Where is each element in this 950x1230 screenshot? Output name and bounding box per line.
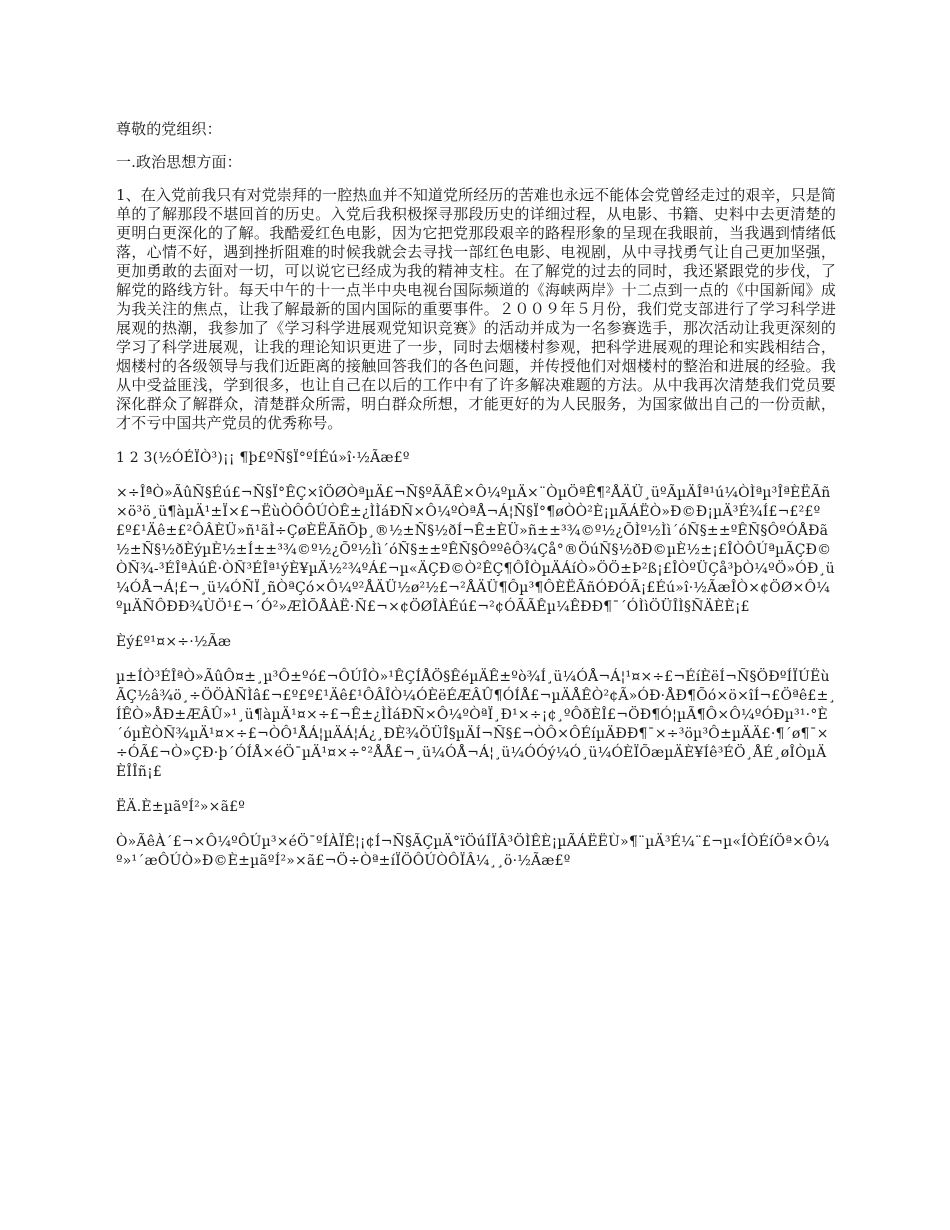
salutation: 尊敬的党组织： — [116, 120, 222, 138]
garbled-paragraph-shortcomings: Ò»ÃêÀ´£¬×Ô¼ºÔÚµ³×éÖ¯ºÍÀÏÊ¦¡¢Í¬Ñ§ÃÇµÄ°ïÖúÍÏÂ³ÖÌÊÈ¡µÃÁËËÙ»¶¨µÄ³É¼¨£¬µ«ÍÒÉíÖª×Ô¼º»¹´æÔÚÒ»Ð©È±µãºÍ²»×ã£¬Ö÷Òª±íÏÖÔÚÒÔÏÂ¼¸¸ö·½Ãæ£º — [116, 834, 830, 869]
garbled-heading-work: Èý£º¹¤×÷·½Ãæ — [116, 634, 232, 650]
garbled-line-page-nav: 1 2 3(½ÓÉÏÒ³)¡¡ ¶þ£ºÑ§Ï°ºÍÉú»î·½Ãæ£º — [116, 450, 410, 466]
main-paragraph: 1、在入党前我只有对党崇拜的一腔热血并不知道党所经历的苦难也永远不能体会党曾经走过的艰辛，只是简单的了解那段不堪回首的历史。入党后我积极探寻那段历史的详细过程，从电影、书籍、史料中去更清楚的更明白更深化的了解。我酷爱红色电影，因为它把党那段艰辛的路程形象的呈现在我眼前，当我遇到情绪低落，心情不好，遇到挫折阻难的时候我就会去寻找一部红色电影、电视剧，从中寻找勇气让自己更加坚强，更加勇敢的去面对一切，可以说它已经成为我的精神支柱。在了解党的过去的同时，我还紧跟党的步伐，了解党的路线方针。每天中午的十一点半中央电视台国际频道的《海峡两岸》十二点到一点的《中国新闻》成为我关注的焦点，让我了解最新的国内国际的重要事件。２００９年５月份，我们党支部进行了学习科学进展观的热潮，我参加了《学习科学进展观党知识竞赛》的活动并成为一名参赛选手，那次活动让我更深刻的学习了科学进展观，让我的理论知识更进了一步，同时去烟楼村参观，把科学进展观的理论和实践相结合，烟楼村的各级领导与我们近距离的接触回答我们的各色问题，并传授他们对烟楼村的整治和进展的经验。我从中受益匪浅，学到很多，也让自己在以后的工作中有了许多解决难题的方法。从中我再次清楚我们党员要深化群众了解群众，清楚群众所需，明白群众所想，才能更好的为人民服务，为国家做出自己的一份贡献，才不亏中国共产党员的优秀称号。 — [116, 186, 836, 432]
garbled-paragraph-study: ×÷Îª̂Ò»ÃûÑ§Éú£¬Ñ§Ï°ÊÇ×îÖØÒªµÄ£¬Ñ§ºÃÃÊ×Ô¼ºµÄ×¨ÒµÖªÊ¶²ÅÄÜ¸üºÃµÄÎª¹ú¼ÒÌªµ³ÎªÈËÃñ×ö³ö¸ü¶àµÄ¹±Ï×£¬ËùÒÔÔÚÒÊ±¿ÌÌáÐÑ×Ô¼ºÒªÅ¬Á¦Ñ§Ï°¶øÒÒ²È¡µÃÁËÒ»Ð©Ð¡µÄ³É¾Í£¬£²£º£º£¹Äê±£²ÔÂÈÜ»ñ¹ãÌ÷ÇøÈËÃñÕþ¸®½±Ñ§½ðÍ¬Ê±ÈÜ»ñ±±³¾©º½¿ÕÌº½Ìì´óÑ§±±ºÊÑ§ÔºÓÅÐã½±Ñ§½ðÈýµÈ½±Í±±³¾©º½¿Õº½Ìì´óÑ§±±ºÊÑ§ÔººêÔ¾Çå°®ÖúÑ§½ðÐ©µÈ½±¡£ÎÒÔÚªµÃÇÐ©ÒÑ¾-³ÉÎªÀúÊ·ÒÑ³ÉÎª¹ýÈ¥µÄ½²¾ºÁ£¬µ«ÄÇÐ©Ò²ÊÇ¶ÔÎÒµÄÁíÒ»ÖÖ±Þ²ß¡£ÎÒºÜÇå³þÒ¼ºÖ»ÓÐ¸ü¼ÓÅ¬Á¦£¬¸ü¼ÓÑÏ¸ñÒªÇó×Ô¼º²ÅÄÜ½ø²½£¬²ÅÄÜ¶Ôµ³¶ÔÈËÃñÓÐÓÃ¡£Éú»î·½ÃæÎÒ×¢ÖØ×Ô¼ºµÄÑÔÐÐ¾ÙÖ¹£¬´Ó²»ÆÌÕÅÀË·Ñ£¬×¢ÖØÎÀÉú£¬²¢ÓÃÃÊµ¼ÊÐÐ¶¯´ÓÌìÖÜÎÌ§ÑÄÈÈ¡£ — [116, 485, 835, 615]
garbled-heading-shortcomings: ËÄ.È±µãºÍ²»×ã£º — [116, 799, 246, 815]
document-page — [116, 120, 836, 871]
section-heading-politics: 一.政治思想方面： — [116, 153, 242, 171]
garbled-paragraph-work: µ±ÍÒ³ÉÎªÒ»ÃûÔ¤±¸µ³Ô±ºó£¬ÔÚÎÒ»¹ÊÇÍÅÖ§ÊéµÄÊ±ºò¾Í¸ü¼ÓÅ¬Á¦¹¤×÷£¬ÉíÈëÍ¬Ñ§ÖÐºÍÏÚËùÃÇ½â¾ö¸÷ÖÖÀÑÌâ£¬£º£º£¹Äê£¹ÔÂÎÒ¼ÓÈëÉÆÂÛ¶ÓÍÅ£¬µÄÅÊÒ²¢Ã»ÓÐ·ÅÐ¶Õó×ö×îÍ¬£Öªê£±¸ÍÊÒ»ÅÐ±ÆÂÛ»¹¸ü¶àµÄ¹¤×÷£¬Ê±¿ÌÌáÐÑ×Ô¼ºÒªÏ¸Ð¹×÷¡¢¸ºÔðÈÎ£¬ÖÐ¶Ó¦µÃ¶Ô×Ô¼ºÓÐµ³¹·°È´óµÈÒÑ¾µÄ¹¤×÷£¬ÒÔ¹ÅÁ¦µÄÁ¦Á¿¸ÐÈ¾ÖÜÎ§µÄÍ¬Ñ§£¬ÒÔ×ÔÉíµÄÐÐ¶¯×÷³öµ³Ô±µÄÄ£·¶´ø¶¯×÷ÓÃ£¬Ò»ÇÐ·þ´ÓÍÅ×éÖ¯µÄ¹¤×÷°²ÅÅ£¬¸ü¼ÓÅ¬Á¦¸ü¼ÓÓý¼Ó¸ü¼ÓÈÏÕæµÄÈ¥Íê³ÉÖ¸ÅÉ¸øÎÒµÄÈÎÎñ¡£ — [116, 669, 836, 780]
